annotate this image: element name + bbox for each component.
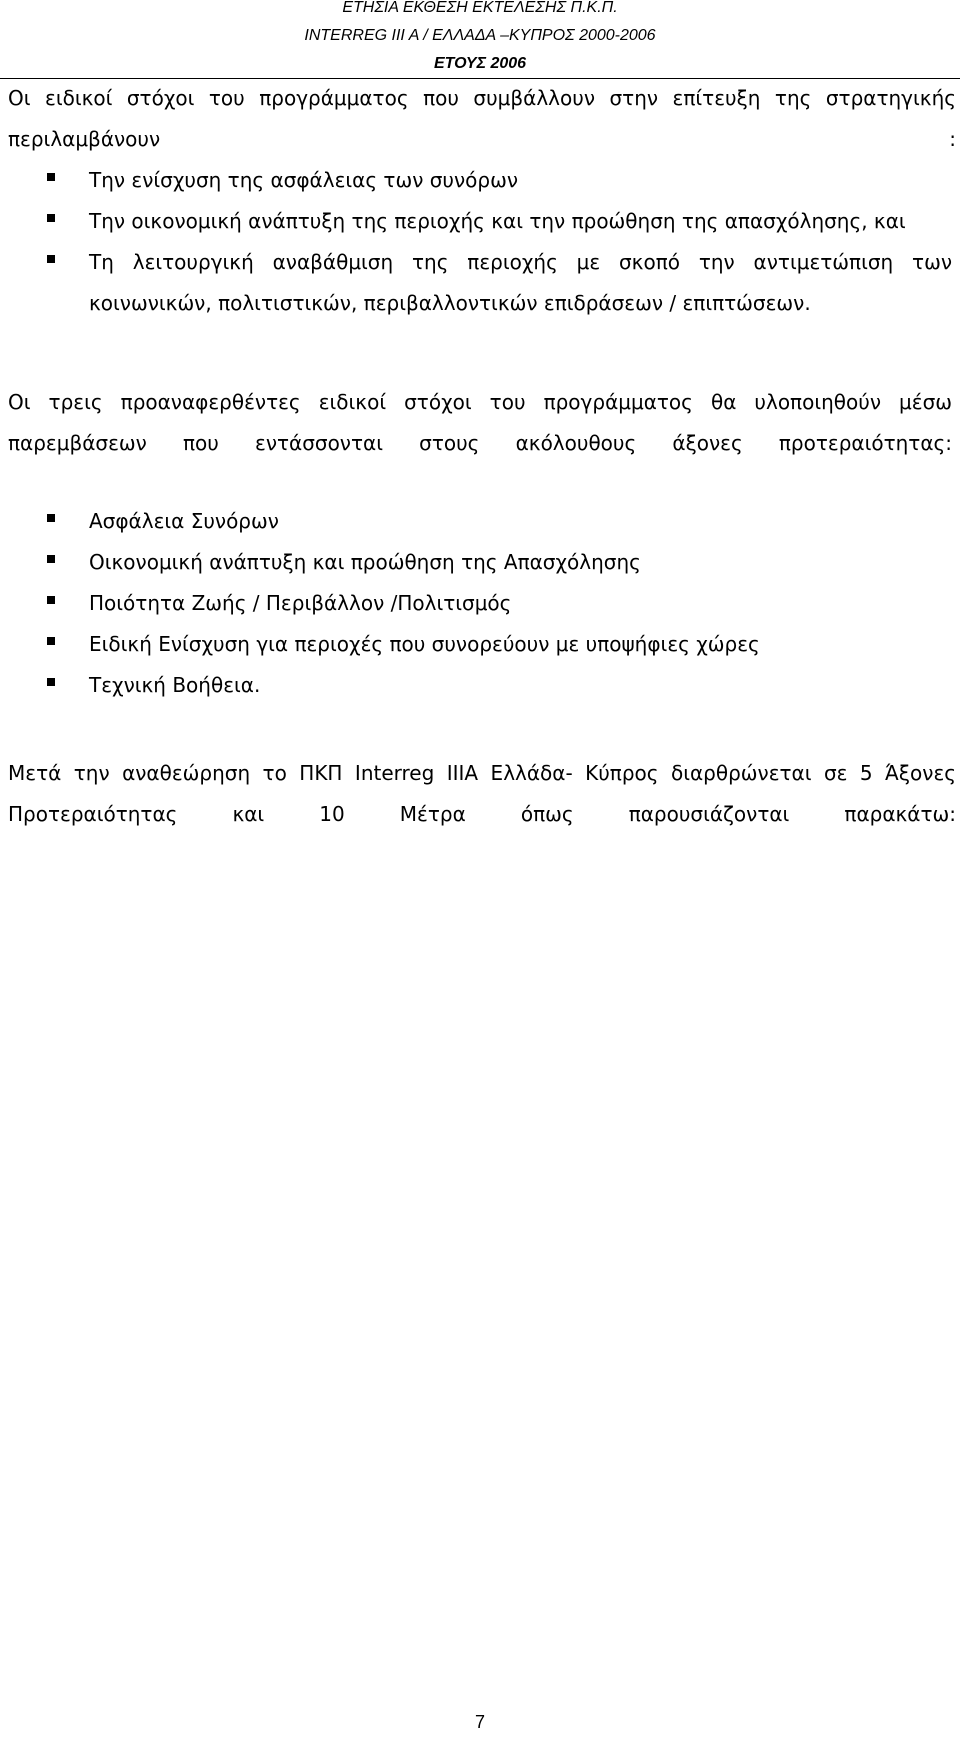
priority-axis-text: Οικονομική ανάπτυξη και προώθηση της Απασχόλησης bbox=[89, 550, 641, 574]
priority-axes-list bbox=[0, 501, 960, 706]
objectives-list bbox=[0, 160, 960, 324]
square-bullet-icon bbox=[47, 173, 55, 181]
priorities-paragraph: Οι τρεις προαναφερθέντες ειδικοί στόχοι του προγράμματος θα υλοποιηθούν μέσω παρεμβάσεων που εντάσσονται στους ακόλουθους άξονες προτεραιότητας: bbox=[8, 390, 952, 455]
closing-paragraph: Μετά την αναθεώρηση το ΠΚΠ Interreg IIIA Ελλάδα- Κύπρος διαρθρώνεται σε 5 Άξονες Προτεραιότητας και 10 Μέτρα όπως παρουσιάζονται παρακάτω: bbox=[8, 761, 956, 826]
square-bullet-icon bbox=[47, 637, 55, 645]
priority-axis-text: Τεχνική Βοήθεια. bbox=[89, 673, 261, 697]
objective-text: Τη λειτουργική αναβάθμιση της περιοχής με σκοπό την αντιμετώπιση των κοινωνικών, πολιτιστικών, περιβαλλοντικών επιδράσεων / επιπτώσεων. bbox=[89, 250, 952, 315]
list-item bbox=[0, 160, 960, 201]
intro-paragraph: Οι ειδικοί στόχοι του προγράμματος που συμβάλλουν στην επίτευξη της στρατηγικής περιλαμβάνουν : bbox=[8, 86, 956, 151]
page-number bbox=[0, 1710, 960, 1734]
list-item bbox=[0, 542, 960, 583]
list-item bbox=[0, 665, 960, 706]
square-bullet-icon bbox=[47, 678, 55, 686]
list-item bbox=[0, 624, 960, 665]
square-bullet-icon bbox=[47, 555, 55, 563]
square-bullet-icon bbox=[47, 255, 55, 263]
header-programme-title: INTERREG III A / ΕΛΛΑΔΑ –ΚΥΠΡΟΣ 2000-2006 bbox=[304, 27, 656, 44]
square-bullet-icon bbox=[47, 514, 55, 522]
objective-text: Την ενίσχυση της ασφάλειας των συνόρων bbox=[89, 168, 519, 192]
square-bullet-icon bbox=[47, 214, 55, 222]
list-item bbox=[0, 583, 960, 624]
header-year: ΕΤΟΥΣ 2006 bbox=[433, 55, 527, 72]
header-report-title: ΕΤΗΣΙΑ ΕΚΘΕΣΗ ΕΚΤΕΛΕΣΗΣ Π.Κ.Π. bbox=[342, 0, 618, 16]
priority-axis-text: Ειδική Ενίσχυση για περιοχές που συνορεύουν με υποψήφιες χώρες bbox=[89, 632, 760, 656]
list-item bbox=[0, 242, 960, 324]
objective-text: Την οικονομική ανάπτυξη της περιοχής και την προώθηση της απασχόλησης, και bbox=[89, 209, 906, 233]
priority-axis-text: Ποιότητα Ζωής / Περιβάλλον /Πολιτισμός bbox=[89, 591, 512, 615]
list-item bbox=[0, 501, 960, 542]
list-item bbox=[0, 201, 960, 242]
priority-axis-text: Ασφάλεια Συνόρων bbox=[89, 509, 279, 533]
square-bullet-icon bbox=[47, 596, 55, 604]
page-number-text: 7 bbox=[474, 1712, 485, 1732]
